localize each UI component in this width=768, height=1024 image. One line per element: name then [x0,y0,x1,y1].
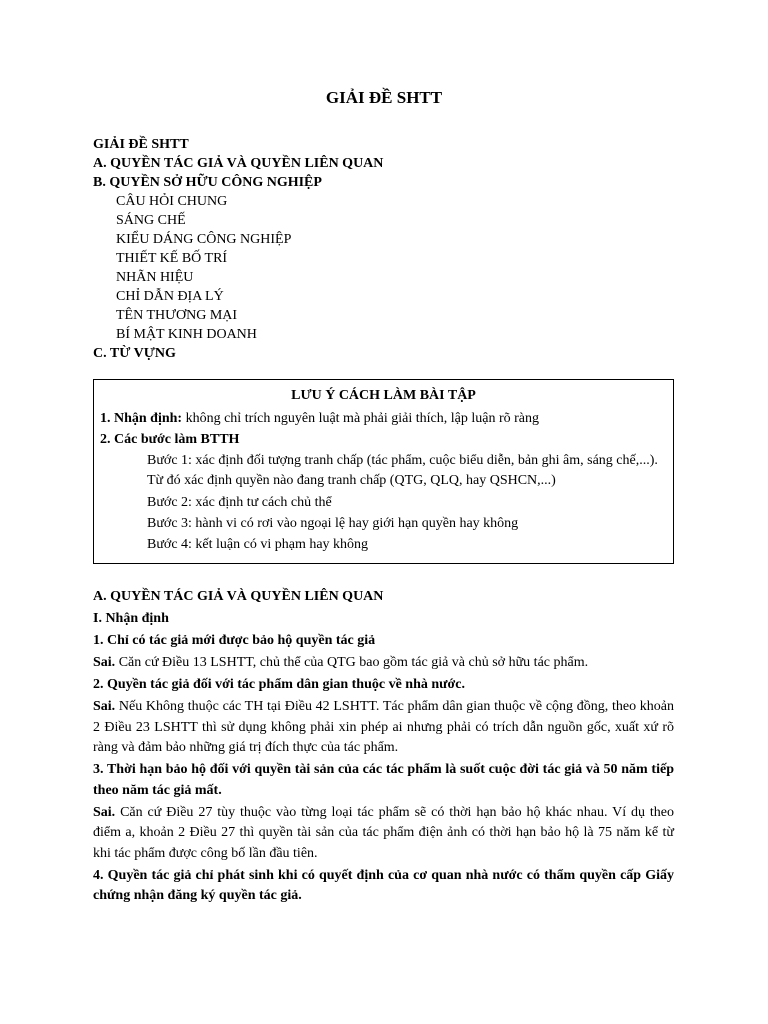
toc-sub-item[interactable]: BÍ MẬT KINH DOANH [116,327,257,342]
note-item-1 [100,408,667,429]
table-of-contents [93,135,383,363]
note-step: Bước 3: hành vi có rơi vào ngoại lệ hay giới hạn quyền hay không [147,516,519,531]
toc-sub-item[interactable]: THIẾT KẾ BỐ TRÍ [116,251,228,266]
toc-sub-item[interactable]: CÂU HỎI CHUNG [116,194,228,209]
toc-section-c[interactable]: C. TỪ VỰNG [93,346,176,361]
toc-sub-item[interactable]: KIỂU DÁNG CÔNG NGHIỆP [116,232,292,247]
note-step: Bước 2: xác định tư cách chủ thể [147,495,332,510]
note-step: Từ đó xác định quyền nào đang tranh chấp (QTG, QLQ, hay QSHCN,...) [147,473,556,488]
answer-1-label: Sai. [93,655,116,670]
answer-3-label: Sai. [93,804,116,820]
answer-3 [93,803,674,865]
note-item-1-label: 1. Nhận định: [100,411,183,426]
answer-2-text: Nếu Không thuộc các TH tại Điều 42 LSHTT. Tác phẩm dân gian thuộc về cộng đồng, theo khoản 2 Điều 23 LSHTT thì sử dụng không phải xin phép ai nhưng phải có trích dẫn nguồn gốc, xuất xứ rõ ràng và đảm bảo những giá trị đích thực của tác phẩm. [93,699,674,755]
answer-3-text: Căn cứ Điều 27 tùy thuộc vào từng loại tác phẩm sẽ có thời hạn bảo hộ khác nhau. Ví dụ theo điểm a, khoản 2 Điều 27 thì quyền tài sản của tác phẩm điện ảnh có thời hạn bảo hộ là 75 năm kể từ khi tác phẩm được công bố lần đầu tiên. [93,804,674,861]
question-3: 3. Thời hạn bảo hộ đối với quyền tài sản của các tác phẩm là suốt cuộc đời tác giả và 50 năm tiếp theo năm tác giả mất. [93,762,674,798]
note-step: Bước 1: xác định đối tượng tranh chấp (tác phẩm, cuộc biểu diễn, bản ghi âm, sáng chế,...). [147,453,658,468]
toc-heading[interactable]: GIẢI ĐỀ SHTT [93,137,189,152]
toc-sub-item[interactable]: CHỈ DẪN ĐỊA LÝ [116,289,224,304]
part-heading-i: I. Nhận định [93,611,169,626]
question-2: 2. Quyền tác giả đối với tác phẩm dân gian thuộc về nhà nước. [93,677,466,692]
note-box [93,379,674,564]
toc-sub-item[interactable]: TÊN THƯƠNG MẠI [116,308,238,323]
note-item-1-text: không chỉ trích nguyên luật mà phải giải thích, lập luận rõ ràng [182,411,539,426]
question-1: 1. Chỉ có tác giả mới được bảo hộ quyền tác giả [93,633,376,648]
toc-section-b[interactable]: B. QUYỀN SỞ HỮU CÔNG NGHIỆP [93,175,322,190]
answer-2 [93,697,674,759]
answer-2-label: Sai. [93,699,116,714]
toc-section-a[interactable]: A. QUYỀN TÁC GIẢ VÀ QUYỀN LIÊN QUAN [93,156,384,171]
document-title: GIẢI ĐỀ SHTT [325,88,443,107]
answer-1-text: Căn cứ Điều 13 LSHTT, chủ thể của QTG bao gồm tác giả và chủ sở hữu tác phẩm. [115,655,589,670]
note-box-heading: LƯU Ý CÁCH LÀM BÀI TẬP [291,388,476,403]
note-item-2-label: 2. Các bước làm BTTH [100,432,240,447]
toc-sub-item[interactable]: NHÃN HIỆU [116,270,194,285]
answer-1 [93,653,674,674]
section-heading-a: A. QUYỀN TÁC GIẢ VÀ QUYỀN LIÊN QUAN [93,589,384,604]
main-content [93,587,674,908]
toc-sub-item[interactable]: SÁNG CHẾ [116,213,186,228]
question-4: 4. Quyền tác giả chỉ phát sinh khi có quyết định của cơ quan nhà nước có thẩm quyền cấp Giấy chứng nhận đăng ký quyền tác giả. [93,867,674,903]
note-step: Bước 4: kết luận có vi phạm hay không [147,537,369,552]
